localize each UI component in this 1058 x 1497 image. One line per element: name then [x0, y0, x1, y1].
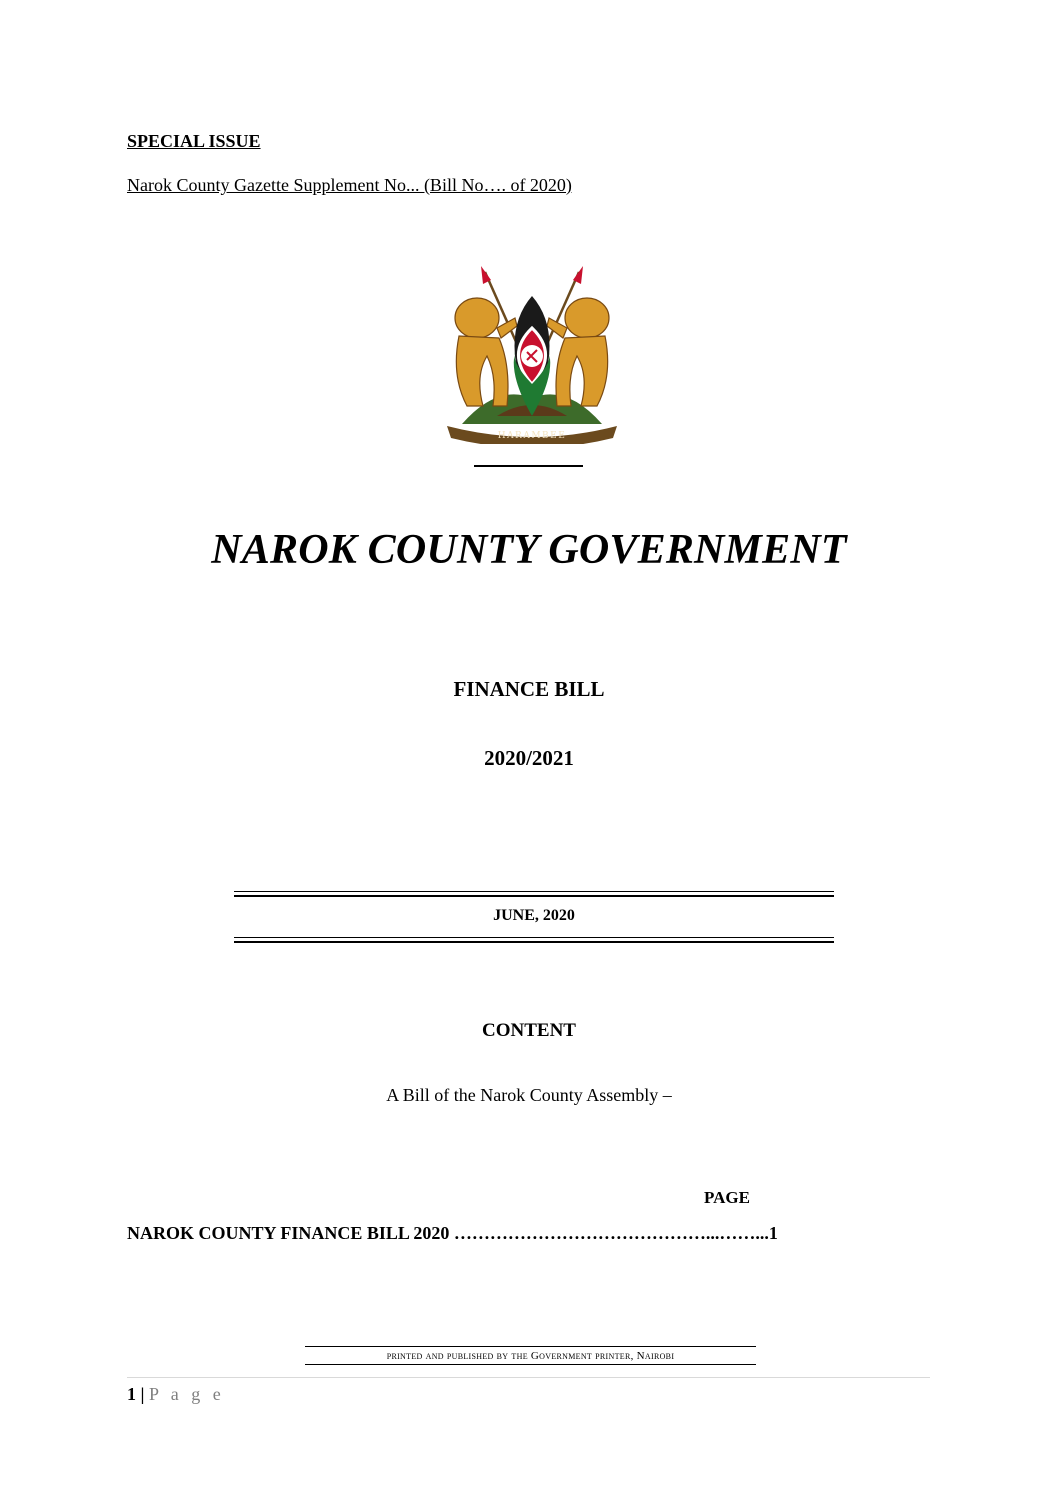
contents-entry[interactable]: NAROK COUNTY FINANCE BILL 2020 ……………………………………...……...1 [127, 1223, 778, 1243]
special-issue-heading: SPECIAL ISSUE [127, 131, 261, 151]
publisher-rule [305, 1346, 756, 1347]
date-rule-top [234, 891, 834, 897]
emblem-divider [474, 465, 583, 467]
kenya-coat-of-arms-icon [437, 266, 627, 444]
footer-divider [127, 1377, 930, 1378]
footer-separator: | [140, 1384, 145, 1404]
gazette-supplement-line: Narok County Gazette Supplement No... (Bill No…. of 2020) [127, 175, 572, 195]
bill-year: 2020/2021 [484, 746, 574, 770]
date-rule-bottom [234, 937, 834, 943]
publication-date: JUNE, 2020 [493, 907, 575, 924]
page-title: NAROK COUNTY GOVERNMENT [211, 527, 847, 573]
footer-page-word: P a g e [148, 1384, 225, 1404]
contents-heading: CONTENT [482, 1020, 576, 1041]
publisher-line: printed and published by the Government printer, Nairobi [305, 1350, 756, 1365]
svg-text:HARAMBEE: HARAMBEE [497, 431, 567, 441]
page-column-label: PAGE [704, 1188, 750, 1207]
contents-intro: A Bill of the Narok County Assembly – [386, 1085, 672, 1105]
bill-name: FINANCE BILL [453, 677, 605, 701]
footer-page-number: 1 [127, 1384, 136, 1404]
page-footer [127, 1384, 225, 1405]
